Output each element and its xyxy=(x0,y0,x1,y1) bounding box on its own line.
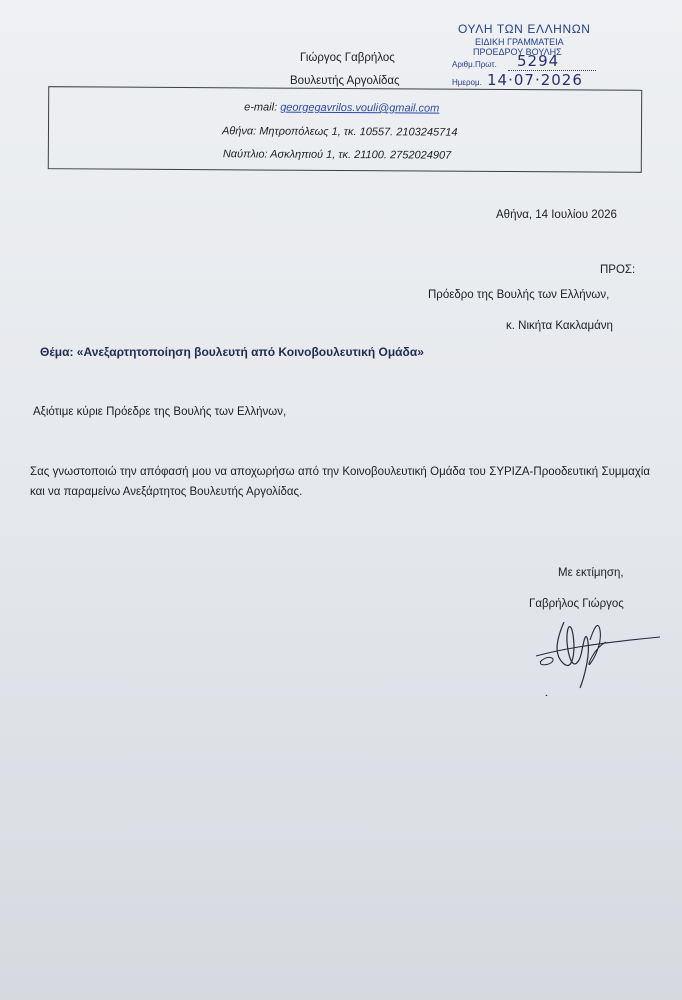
email-link[interactable]: georgegavrilos.vouli@gmail.com xyxy=(280,101,440,115)
recipient-line-2: κ. Νικήτα Κακλαμάνη xyxy=(506,320,613,332)
stamp-protocol-number: 5294 xyxy=(517,52,560,70)
handwritten-signature xyxy=(528,606,668,696)
nafplio-address: Ναύπλιο: Ασκληπιού 1, τκ. 21100. 2752024907 xyxy=(222,148,452,162)
stamp-date-value: 14·07·2026 xyxy=(487,71,583,89)
email-label: e-mail: xyxy=(244,101,278,114)
recipient-line-1: Πρόεδρο της Βουλής των Ελλήνων, xyxy=(428,289,610,301)
signer-name: Γαβρήλος Γιώργος xyxy=(529,598,624,610)
stamp-line-2: ΕΙΔΙΚΗ ΓΡΑΜΜΑΤΕΙΑ xyxy=(475,37,564,47)
stamp-protocol-label: Αριθμ.Πρωτ. xyxy=(452,60,497,69)
letter-subject: Θέμα: «Ανεξαρτητοποίηση βουλευτή από Κοινοβουλευτική Ομάδα» xyxy=(40,345,424,359)
protocol-stamp xyxy=(440,18,610,92)
athens-address: Αθήνα: Μητροπόλεως 1, τκ. 10557. 2103245714 xyxy=(221,125,458,139)
letter-date: Αθήνα, 14 Ιουλίου 2026 xyxy=(496,209,617,221)
email-line xyxy=(244,101,439,114)
contact-box xyxy=(48,86,642,173)
sender-name: Γιώργος Γαβρήλος xyxy=(300,52,395,64)
stamp-date-label: Ημερομ. xyxy=(452,78,482,87)
closing: Με εκτίμηση, xyxy=(558,567,624,579)
stamp-line-3: ΠΡΟΕΔΡΟΥ ΒΟΥΛΗΣ xyxy=(473,47,562,57)
letter-body: Σας γνωστοποιώ την απόφασή μου να αποχωρήσω από την Κοινοβουλευτική Ομάδα του ΣΥΡΙΖΑ-Προοδευτική Συμμαχία και να παραμείνω Ανεξάρτητος Βουλευτής Αργολίδας. xyxy=(30,466,650,498)
sender-title: Βουλευτής Αργολίδας xyxy=(290,75,400,87)
recipient-label: ΠΡΟΣ: xyxy=(600,264,636,276)
salutation: Αξιότιμε κύριε Πρόεδρε της Βουλής των Ελλήνων, xyxy=(33,406,287,418)
stamp-line-1: ΟΥΛΗ ΤΩΝ ΕΛΛΗΝΩΝ xyxy=(458,22,591,36)
